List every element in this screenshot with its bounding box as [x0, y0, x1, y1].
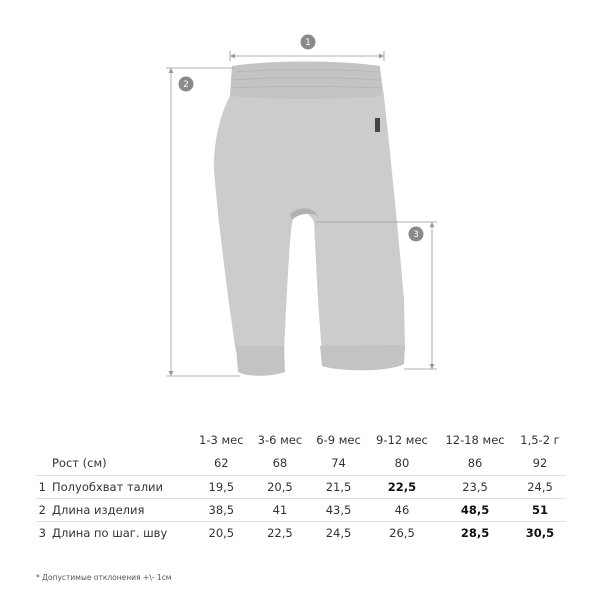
table-cell: 23,5 [462, 479, 488, 494]
brand-label [375, 118, 380, 132]
table-cell: 86 [467, 456, 483, 471]
size-header: 12-18 мес [445, 433, 505, 447]
size-header: 3-6 мес [257, 433, 303, 447]
badge-3 [409, 227, 424, 242]
size-header: 6-9 мес [316, 433, 361, 447]
table-cell: 30,5 [525, 525, 555, 540]
pants-waistband [230, 62, 382, 100]
table-cell: 38,5 [208, 502, 235, 517]
badge-2 [179, 77, 194, 92]
measurement-waist [230, 51, 384, 61]
table-cell: 92 [532, 456, 548, 471]
left-cuff [236, 346, 285, 376]
table-cell: 24,5 [325, 525, 352, 540]
table-cell: 20,5 [267, 479, 293, 494]
row-label: Длина по шаг. шву [52, 525, 168, 540]
row-label: Длина изделия [52, 502, 145, 517]
pants-image [214, 62, 405, 376]
table-cell: 24,5 [527, 479, 553, 494]
table-row [36, 498, 566, 521]
pants-body [214, 64, 405, 353]
table-cell: 48,5 [460, 502, 490, 517]
row-label: Полуобхват талии [52, 479, 163, 494]
svg-text:1: 1 [305, 38, 311, 49]
table-cell: 46 [394, 502, 410, 517]
table-cell: 68 [272, 456, 288, 471]
size-header: 9-12 мес [376, 433, 428, 447]
header-index-cell [36, 428, 52, 452]
size-header: 1-3 мес [199, 433, 244, 447]
table-row [36, 521, 566, 544]
table-cell: 21,5 [325, 479, 352, 494]
table-cell: 20,5 [208, 525, 235, 540]
table-cell: 43,5 [325, 502, 352, 517]
table-cell: 51 [531, 502, 548, 517]
size-header-row [36, 428, 566, 452]
row-index: 3 [38, 525, 46, 540]
table-row [36, 475, 566, 498]
size-header: 1,5-2 г [520, 433, 560, 447]
table-cell: 41 [272, 502, 288, 517]
table-cell: 62 [213, 456, 229, 471]
table-cell: 28,5 [460, 525, 490, 540]
table-cell: 19,5 [208, 479, 235, 494]
svg-text:2: 2 [183, 80, 189, 91]
svg-text:3: 3 [413, 230, 419, 241]
table-cell: 80 [394, 456, 410, 471]
size-table [36, 428, 566, 544]
tolerance-footnote: * Допустимые отклонения +\- 1см [36, 573, 172, 582]
row-index [36, 452, 52, 475]
header-param-cell [52, 428, 192, 452]
table-cell: 22,5 [387, 479, 417, 494]
table-row [36, 452, 566, 475]
table-cell: 74 [331, 456, 346, 471]
row-index: 2 [38, 502, 46, 517]
table-cell: 22,5 [267, 525, 293, 540]
right-cuff [320, 345, 405, 370]
table-cell: 26,5 [389, 525, 415, 540]
row-index: 1 [38, 479, 46, 494]
row-label: Рост (см) [52, 456, 107, 471]
badge-1 [301, 35, 316, 50]
